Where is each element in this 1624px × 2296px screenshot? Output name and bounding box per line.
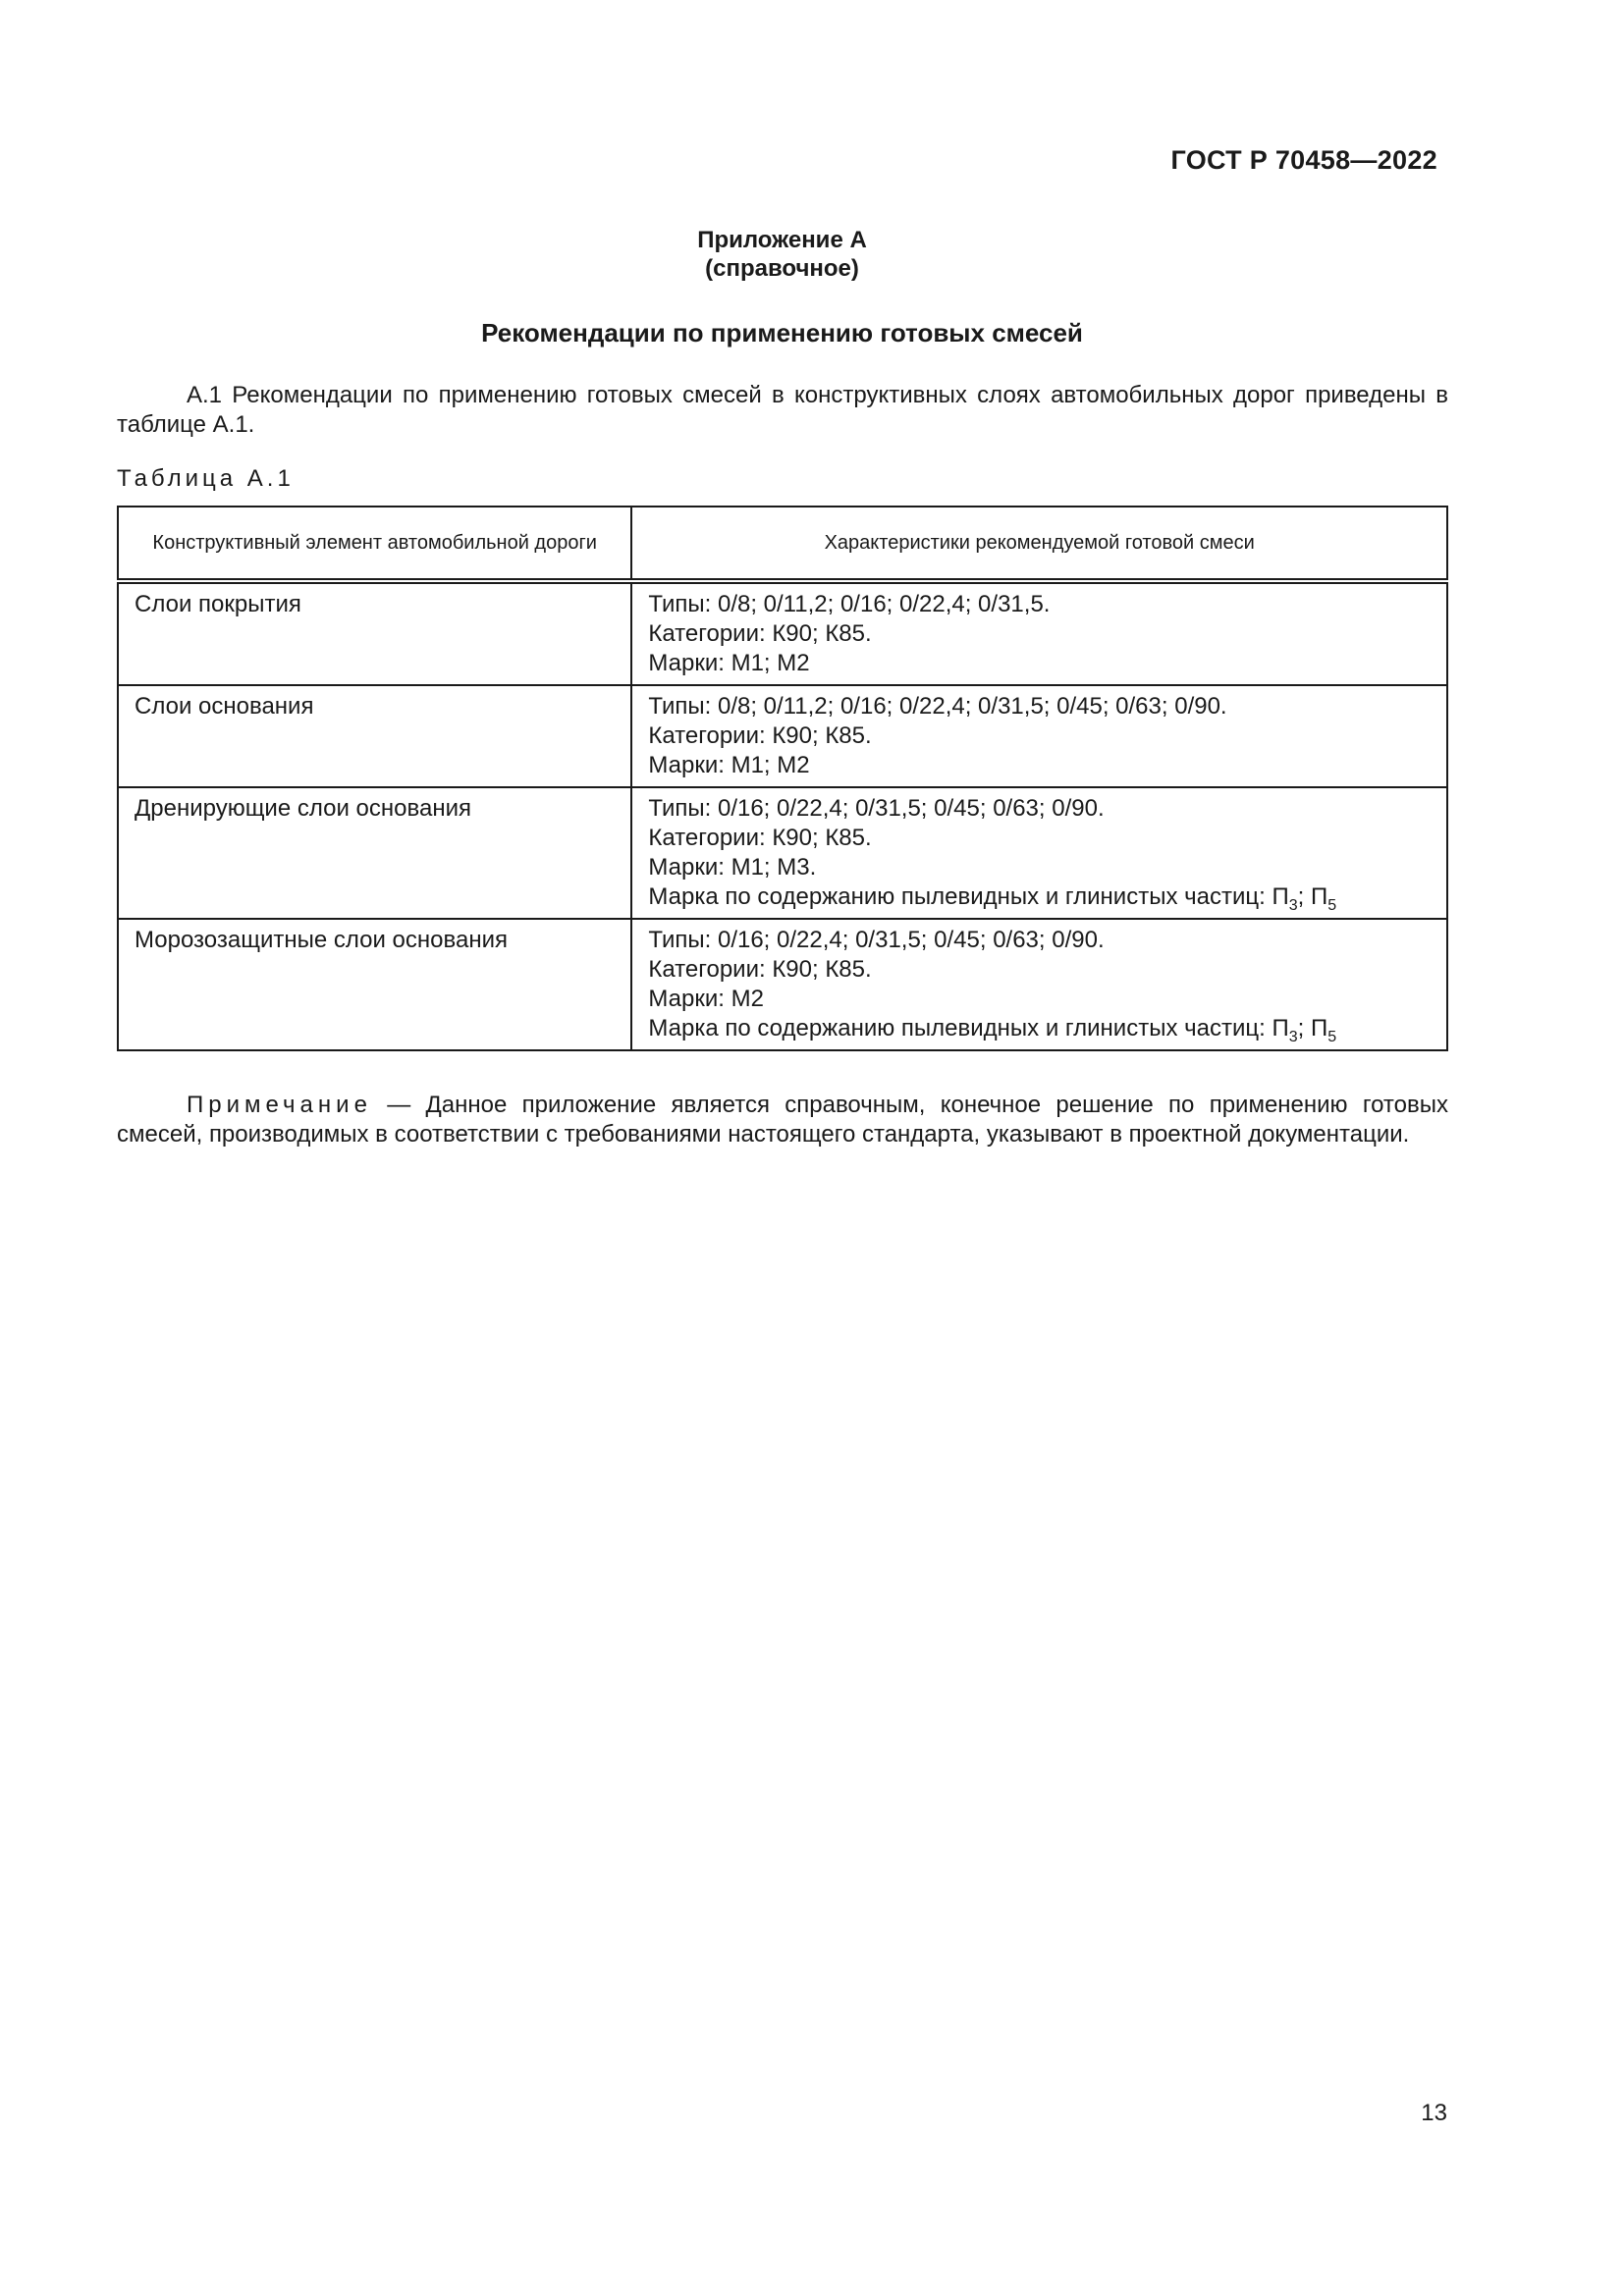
table-cell-element: Слои основания <box>118 685 631 787</box>
dust-separator: ; <box>1297 1015 1311 1041</box>
table-cell-characteristics <box>631 685 1447 787</box>
dust-mark-b: П <box>1310 1015 1328 1041</box>
grades-line: Марки: М1; М2 <box>648 650 810 676</box>
dust-grade-line <box>648 1014 1431 1043</box>
dust-sub-a: 3 <box>1288 1029 1298 1045</box>
note-dash: — <box>371 1092 426 1118</box>
categories-line: Категории: К90; К85. <box>648 956 872 983</box>
dust-sub-a: 3 <box>1288 897 1298 914</box>
table-cell-element: Морозозащитные слои основания <box>118 919 631 1050</box>
dust-mark-a: П <box>1272 883 1289 910</box>
table-cell-element: Дренирующие слои основания <box>118 787 631 919</box>
table-row <box>118 919 1447 1050</box>
types-line: Типы: 0/8; 0/11,2; 0/16; 0/22,4; 0/31,5. <box>648 591 1051 617</box>
categories-line: Категории: К90; К85. <box>648 722 872 749</box>
intro-paragraph: А.1 Рекомендации по применению готовых смесей в конструктивных слоях автомобильных дорог приведены в таблице А.1. <box>117 382 1448 438</box>
appendix-title: Приложение А <box>697 227 867 253</box>
table-cell-characteristics <box>631 787 1447 919</box>
table-caption: Таблица А.1 <box>117 465 295 492</box>
types-line: Типы: 0/16; 0/22,4; 0/31,5; 0/45; 0/63; 0/90. <box>648 795 1105 822</box>
document-code: ГОСТ Р 70458—2022 <box>1170 145 1437 175</box>
table-header-characteristics: Характеристики рекомендуемой готовой смеси <box>631 507 1447 581</box>
recommendations-table <box>117 506 1448 1051</box>
table-cell-characteristics <box>631 919 1447 1050</box>
types-line: Типы: 0/16; 0/22,4; 0/31,5; 0/45; 0/63; 0/90. <box>648 927 1105 953</box>
table-header-row <box>118 507 1447 581</box>
table-header-element: Конструктивный элемент автомобильной дороги <box>118 507 631 581</box>
table-row <box>118 787 1447 919</box>
appendix-subtitle: (справочное) <box>705 255 859 282</box>
dust-sub-b: 5 <box>1327 897 1337 914</box>
table-cell-element: Слои покрытия <box>118 581 631 685</box>
dust-sub-b: 5 <box>1327 1029 1337 1045</box>
note-text: Данное приложение является справочным, конечное решение по применению готовых смесей, производимых в соответствии с требованиями настоящего стандарта, указывают в проектной документации. <box>117 1092 1448 1148</box>
dust-mark-a: П <box>1272 1015 1289 1041</box>
note-label: Примечание <box>187 1092 372 1118</box>
dust-grade-line <box>648 882 1431 912</box>
page-number: 13 <box>1421 2100 1447 2126</box>
dust-grade-text: Марка по содержанию пылевидных и глинистых частиц: <box>648 883 1272 910</box>
table-row <box>118 685 1447 787</box>
grades-line: Марки: М2 <box>648 986 764 1012</box>
dust-grade-text: Марка по содержанию пылевидных и глинистых частиц: <box>648 1015 1272 1041</box>
table-row <box>118 581 1447 685</box>
dust-mark-b: П <box>1310 883 1328 910</box>
categories-line: Категории: К90; К85. <box>648 825 872 851</box>
dust-separator: ; <box>1297 883 1311 910</box>
categories-line: Категории: К90; К85. <box>648 620 872 647</box>
section-title: Рекомендации по применению готовых смесей <box>481 318 1083 347</box>
grades-line: Марки: М1; М3. <box>648 854 817 881</box>
table-cell-characteristics <box>631 581 1447 685</box>
grades-line: Марки: М1; М2 <box>648 752 810 778</box>
note-paragraph <box>117 1091 1448 1149</box>
types-line: Типы: 0/8; 0/11,2; 0/16; 0/22,4; 0/31,5; 0/45; 0/63; 0/90. <box>648 693 1227 720</box>
